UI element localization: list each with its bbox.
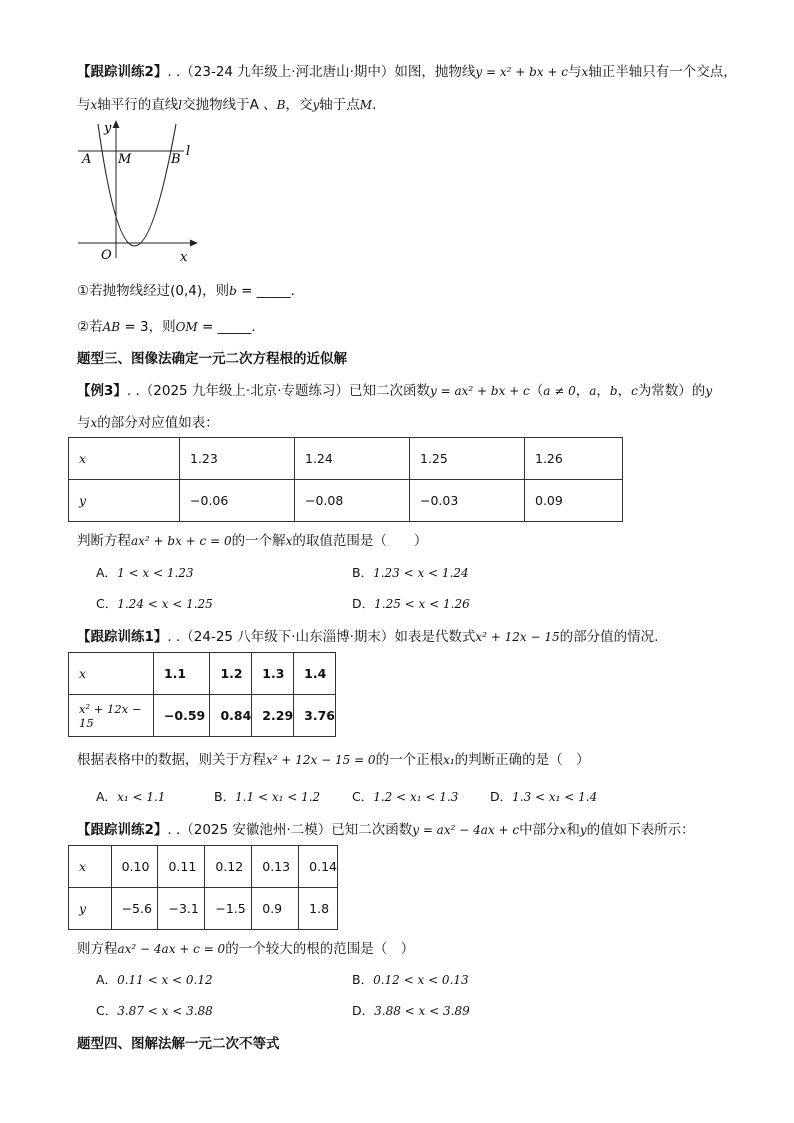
option-a[interactable]: A．x₁ < 1.1 xyxy=(96,789,166,804)
table-row xyxy=(69,846,338,888)
table-cell: 2.29 xyxy=(252,695,294,737)
value-table-2 xyxy=(68,652,336,737)
table-cell: 0.12 xyxy=(205,846,252,888)
problem-intro-line-1: 【跟踪训练2】. .（23-24 九年级上·河北唐山·期中）如图，抛物线y = x² + bx + c与x轴正半轴只有一个交点， xyxy=(77,64,737,80)
section-heading-3: 题型三、图像法确定一元二次方程根的近似解 xyxy=(77,351,347,367)
option-a[interactable]: A．0.11 < x < 0.12 xyxy=(96,972,213,987)
section-heading-4: 题型四、图解法解一元二次不等式 xyxy=(77,1036,280,1052)
table-cell: 1.26 xyxy=(525,438,623,480)
example-3-line-1: 【例3】. .（2025 九年级上·北京·专题练习）已知二次函数y = ax² + bx + c（a ≠ 0，a，b，c为常数）的y xyxy=(77,383,713,399)
problem-tag: 【跟踪训练2】 xyxy=(77,822,168,838)
example-tag: 【例3】 xyxy=(77,383,127,399)
problem-tag: 【跟踪训练1】 xyxy=(77,629,168,645)
option-c[interactable]: C．1.24 < x < 1.25 xyxy=(96,596,213,611)
y-axis-arrow-icon xyxy=(113,120,120,128)
table-row xyxy=(69,438,623,480)
tracking-2-line: 【跟踪训练2】. .（2025 安徽池州·二模）已知二次函数y = ax² − 4ax + c中部分x和y的值如下表所示： xyxy=(77,822,695,838)
table-cell: 0.10 xyxy=(111,846,158,888)
table-cell: 0.11 xyxy=(158,846,205,888)
table-cell: y xyxy=(69,480,180,522)
table-row xyxy=(69,695,336,737)
option-b[interactable]: B．1.23 < x < 1.24 xyxy=(352,565,469,580)
label-l: l xyxy=(186,144,191,159)
table-cell: −0.59 xyxy=(153,695,210,737)
table-cell: x xyxy=(69,438,180,480)
table-cell: 0.9 xyxy=(252,888,299,930)
option-c[interactable]: C．1.2 < x₁ < 1.3 xyxy=(352,789,459,804)
option-b[interactable]: B．0.12 < x < 0.13 xyxy=(352,972,469,987)
sub-question-1: ①若抛物线经过(0,4)，则b = _____. xyxy=(77,283,295,299)
table-cell: 0.14 xyxy=(299,846,338,888)
table-cell: 1.1 xyxy=(153,653,210,695)
example-3-line-2: 与x的部分对应值如表： xyxy=(77,415,219,431)
parabola-figure xyxy=(74,118,214,263)
table-cell: −0.08 xyxy=(295,480,410,522)
table-cell: −0.06 xyxy=(180,480,295,522)
option-a[interactable]: A．1 < x < 1.23 xyxy=(96,565,194,580)
label-A: A xyxy=(82,152,92,167)
table-cell: 0.84 xyxy=(210,695,252,737)
table-cell: 1.4 xyxy=(294,653,336,695)
problem-tag: 【跟踪训练2】 xyxy=(77,64,168,80)
option-c[interactable]: C．3.87 < x < 3.88 xyxy=(96,1003,213,1018)
table-cell: 1.24 xyxy=(295,438,410,480)
label-y: y xyxy=(104,121,112,136)
table-cell: 1.2 xyxy=(210,653,252,695)
value-table-1 xyxy=(68,437,623,522)
table-cell: 0.13 xyxy=(252,846,299,888)
table-row xyxy=(69,480,623,522)
table-cell: x xyxy=(69,653,154,695)
table-row xyxy=(69,888,338,930)
table-cell: −5.6 xyxy=(111,888,158,930)
table-cell: −1.5 xyxy=(205,888,252,930)
tracking-1-line: 【跟踪训练1】. .（24-25 八年级下·山东淄博·期末）如表是代数式x² + 12x − 15的部分值的情况. xyxy=(77,629,659,645)
option-d[interactable]: D．3.88 < x < 3.89 xyxy=(352,1003,470,1018)
table-cell: 1.23 xyxy=(180,438,295,480)
table-cell: 3.76 xyxy=(294,695,336,737)
table-cell: x² + 12x − 15 xyxy=(69,695,154,737)
parabola-curve xyxy=(98,124,176,246)
table-cell: −3.1 xyxy=(158,888,205,930)
table-cell: x xyxy=(69,846,112,888)
option-b[interactable]: B．1.1 < x₁ < 1.2 xyxy=(214,789,321,804)
option-d[interactable]: D．1.25 < x < 1.26 xyxy=(352,596,470,611)
sub-question-2: ②若AB = 3，则OM = _____. xyxy=(77,319,256,335)
label-x: x xyxy=(180,250,188,263)
question-4: 根据表格中的数据，则关于方程x² + 12x − 15 = 0的一个正根x₁的判断正确的是（ ） xyxy=(77,752,590,768)
problem-intro-line-2: 与x轴平行的直线l交抛物线于A 、B，交y轴于点M. xyxy=(77,97,377,113)
value-table-3 xyxy=(68,845,338,930)
option-d[interactable]: D．1.3 < x₁ < 1.4 xyxy=(490,789,598,804)
table-cell: 0.09 xyxy=(525,480,623,522)
equation: y = x² + bx + c xyxy=(475,65,568,79)
table-cell: 1.8 xyxy=(299,888,338,930)
table-cell: −0.03 xyxy=(410,480,525,522)
table-cell: 1.3 xyxy=(252,653,294,695)
table-cell: 1.25 xyxy=(410,438,525,480)
label-B: B xyxy=(171,152,181,167)
question-5: 则方程ax² − 4ax + c = 0的一个较大的根的范围是（ ） xyxy=(77,941,415,957)
label-O: O xyxy=(101,248,112,263)
table-cell: y xyxy=(69,888,112,930)
label-M: M xyxy=(118,152,132,167)
x-axis-arrow-icon xyxy=(190,240,198,247)
table-row xyxy=(69,653,336,695)
question-3: 判断方程ax² + bx + c = 0的一个解x的取值范围是（ ） xyxy=(77,533,428,549)
